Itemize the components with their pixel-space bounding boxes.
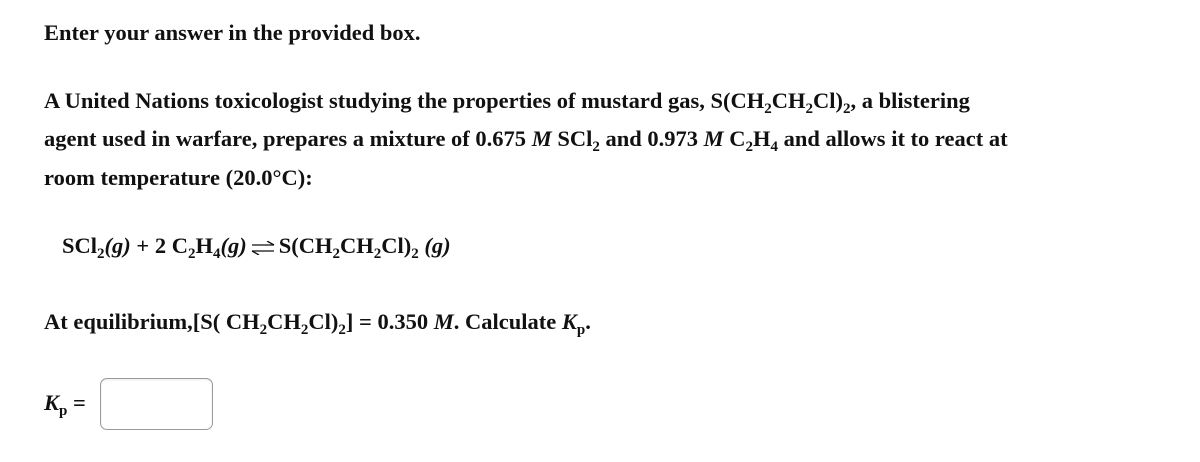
answer-input[interactable]	[100, 378, 213, 430]
problem-line-3: room temperature (20.0°C):	[44, 165, 313, 190]
answer-label: $K_p$ =	[44, 390, 86, 419]
instruction-text: Enter your answer in the provided box.	[44, 20, 421, 45]
equilibrium-arrow-icon	[251, 233, 275, 263]
equilibrium-statement: At equilibrium,[S( $CH_2CH_2Cl)_2] = 0.350$ M. Calculate $K_p$.	[44, 309, 591, 338]
chemical-equation: SCl$_2$(g) + 2 $C_2H_4(g)$ $S(CH_2CH_2Cl)_2$ (g)	[62, 233, 451, 262]
problem-line-2: agent used in warfare, prepares a mixture of 0.675 M SCl$_2$ and 0.973 M $C_2H_4$ and allows it to react at	[44, 126, 1008, 155]
problem-line-1: A United Nations toxicologist studying the properties of mustard gas, $S(CH_2CH_2Cl)_2$, a blistering	[44, 88, 970, 117]
